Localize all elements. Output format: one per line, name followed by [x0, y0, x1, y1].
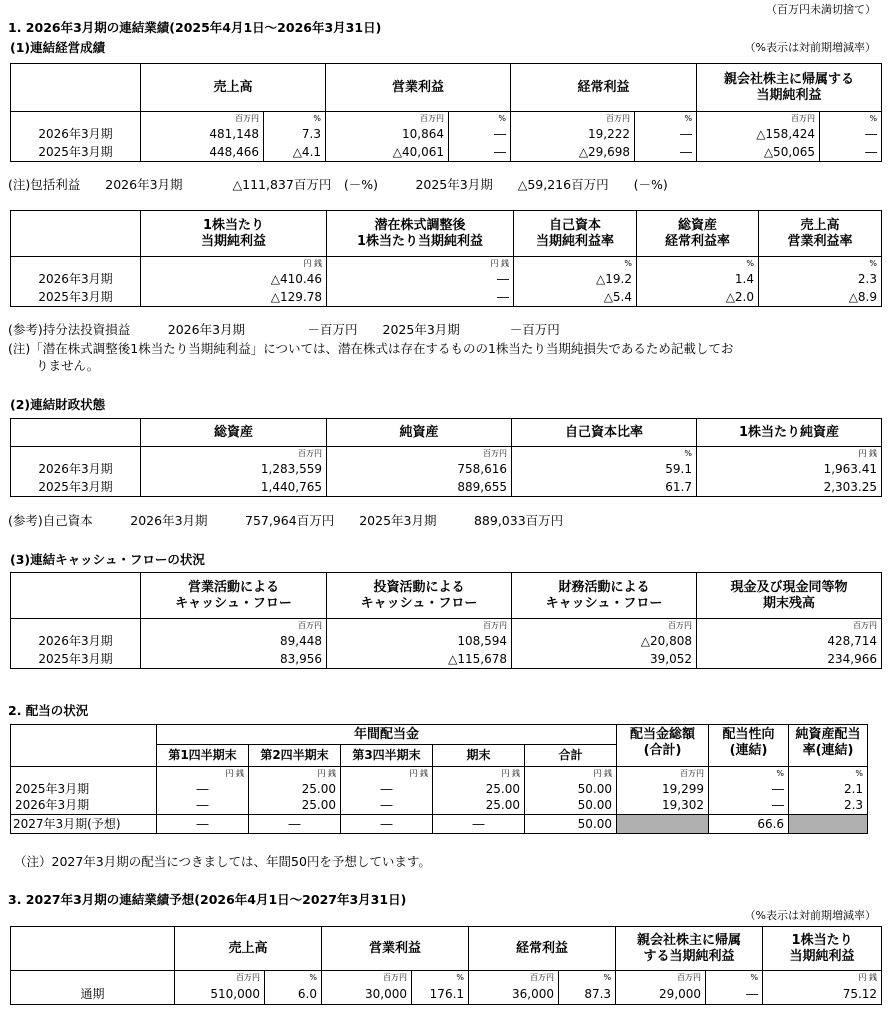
unit-label: %	[637, 257, 759, 271]
header-q3: 第3四半期末	[341, 745, 433, 767]
cell: △129.78	[141, 289, 327, 307]
unit-note: （百万円未満切捨て）	[766, 3, 876, 16]
per-share-table	[10, 210, 882, 307]
header-eps: 1株当たり 当期純利益	[763, 927, 882, 971]
row-label: 2025年3月期	[11, 651, 141, 669]
cash-flow-table	[10, 572, 882, 669]
header-q2: 第2四半期末	[249, 745, 341, 767]
row-label: 2025年3月期	[11, 289, 141, 307]
table-row	[11, 633, 882, 651]
forecast-row	[11, 815, 868, 834]
cell: 36,000	[469, 985, 559, 1005]
cell: 30,000	[322, 985, 412, 1005]
unit-label: 百万円	[326, 112, 449, 126]
cell: △115,678	[327, 651, 512, 669]
table-row	[11, 144, 882, 162]
cell: ―	[327, 289, 514, 307]
cell: 25.00	[249, 798, 341, 815]
header-sales: 売上高	[175, 927, 322, 971]
cell: △50,065	[697, 144, 820, 162]
unit-label: %	[820, 112, 882, 126]
cell: ―	[341, 798, 433, 815]
cell: ―	[341, 815, 433, 834]
unit-label: 百万円	[697, 619, 882, 633]
row-label: 2025年3月期	[11, 781, 157, 798]
cell: 25.00	[433, 798, 525, 815]
row-label: 2025年3月期	[11, 144, 141, 162]
unit-label: 円 銭	[525, 767, 617, 781]
cell: 2,303.25	[697, 479, 882, 497]
cell: 176.1	[412, 985, 469, 1005]
cell: 50.00	[525, 781, 617, 798]
section2-sub: (2)連結財政状態	[10, 397, 106, 412]
table-row	[11, 289, 882, 307]
section1-sub: (1)連結経営成績	[10, 40, 106, 55]
cell: 75.12	[763, 985, 882, 1005]
cell: ―	[709, 798, 789, 815]
unit-label: 円 銭	[249, 767, 341, 781]
header-total: 合計	[525, 745, 617, 767]
section5-pct-note: （%表示は対前期増減率）	[744, 909, 876, 922]
header-roe: 自己資本 当期純利益率	[514, 211, 637, 257]
cell: 1,440,765	[141, 479, 327, 497]
header-diluted-eps: 潜在株式調整後 1株当たり当期純利益	[327, 211, 514, 257]
cell: ―	[635, 126, 697, 144]
cell: △410.46	[141, 271, 327, 289]
header-sales: 売上高	[141, 64, 326, 112]
cell: 25.00	[433, 781, 525, 798]
cell: 448,466	[141, 144, 264, 162]
unit-label: %	[709, 767, 789, 781]
unit-label: %	[559, 971, 616, 985]
row-label: 2026年3月期	[11, 798, 157, 815]
row-label: 2026年3月期	[11, 461, 141, 479]
cell: 50.00	[525, 798, 617, 815]
unit-label: 百万円	[327, 619, 512, 633]
header-year-end: 期末	[433, 745, 525, 767]
unit-label: 百万円	[141, 619, 327, 633]
shaded-cell	[617, 815, 709, 834]
header-operating-cf: 営業活動による キャッシュ・フロー	[141, 573, 327, 619]
table-row	[11, 461, 882, 479]
cell: ―	[820, 126, 882, 144]
unit-label: %	[449, 112, 511, 126]
unit-label: 円 銭	[433, 767, 525, 781]
section4-title: 2. 配当の状況	[8, 703, 89, 718]
cell: 83,956	[141, 651, 327, 669]
header-roa: 総資産 経常利益率	[637, 211, 759, 257]
header-cash-balance: 現金及び現金同等物 期末残高	[697, 573, 882, 619]
cell: △158,424	[697, 126, 820, 144]
table-row	[11, 781, 868, 798]
header-equity-ratio: 自己資本比率	[512, 419, 697, 447]
dividend-note: （注）2027年3月期の配当につきましては、年間50円を予想しています。	[14, 854, 431, 869]
unit-label: 百万円	[141, 112, 264, 126]
header-q1: 第1四半期末	[157, 745, 249, 767]
unit-label: 百万円	[327, 447, 512, 461]
cell: 1,283,559	[141, 461, 327, 479]
unit-label: 円 銭	[327, 257, 514, 271]
header-eps: 1株当たり 当期純利益	[141, 211, 327, 257]
header-ordinary-profit: 経常利益	[511, 64, 697, 112]
unit-label: 百万円	[616, 971, 706, 985]
table-row	[11, 985, 882, 1005]
table-row	[11, 651, 882, 669]
unit-label: %	[789, 767, 868, 781]
unit-label: %	[635, 112, 697, 126]
unit-label: 百万円	[175, 971, 265, 985]
cell: ―	[635, 144, 697, 162]
cell: △20,808	[512, 633, 697, 651]
cell: 2.1	[789, 781, 868, 798]
section5-title: 3. 2027年3月期の連結業績予想(2026年4月1日～2027年3月31日)	[8, 892, 407, 907]
header-operating-margin: 売上高 営業利益率	[759, 211, 882, 257]
unit-label: 百万円	[697, 112, 820, 126]
cell: 50.00	[525, 815, 617, 834]
header-ordinary-profit: 経常利益	[469, 927, 616, 971]
unit-label: 百万円	[617, 767, 709, 781]
financial-position-table	[10, 418, 882, 497]
unit-label: %	[265, 971, 322, 985]
row-label: 2027年3月期(予想)	[11, 815, 157, 834]
unit-label: 円 銭	[341, 767, 433, 781]
cell: ―	[449, 126, 511, 144]
cell: △8.9	[759, 289, 882, 307]
unit-label: 百万円	[322, 971, 412, 985]
row-label: 2026年3月期	[11, 633, 141, 651]
unit-label: 百万円	[511, 112, 635, 126]
header-operating-profit: 営業利益	[326, 64, 511, 112]
header-net-income: 親会社株主に帰属 する当期純利益	[616, 927, 763, 971]
cell: 428,714	[697, 633, 882, 651]
cell: 510,000	[175, 985, 265, 1005]
cell: 59.1	[512, 461, 697, 479]
cell: △5.4	[514, 289, 637, 307]
unit-label: 百万円	[141, 447, 327, 461]
header-net-income: 親会社株主に帰属する 当期純利益	[697, 64, 882, 112]
unit-label: %	[412, 971, 469, 985]
unit-label: %	[759, 257, 882, 271]
cell: ―	[249, 815, 341, 834]
cell: 29,000	[616, 985, 706, 1005]
cell: ―	[449, 144, 511, 162]
shaded-cell	[789, 815, 868, 834]
cell: 234,966	[697, 651, 882, 669]
header-investing-cf: 投資活動による キャッシュ・フロー	[327, 573, 512, 619]
operating-results-table	[10, 63, 882, 162]
table-row	[11, 798, 868, 815]
header-total-assets: 総資産	[141, 419, 327, 447]
header-operating-profit: 営業利益	[322, 927, 469, 971]
unit-label: %	[706, 971, 763, 985]
unit-label: %	[514, 257, 637, 271]
cell: ―	[157, 781, 249, 798]
cell: 19,222	[511, 126, 635, 144]
row-label: 2026年3月期	[11, 126, 141, 144]
row-label: 通期	[11, 985, 175, 1005]
cell: 889,655	[327, 479, 512, 497]
comprehensive-income-note: (注)包括利益 2026年3月期 △111,837百万円 (－%) 2025年3月期 △59,216百万円 (－%)	[8, 177, 668, 192]
cell: ―	[327, 271, 514, 289]
cell: 2.3	[759, 271, 882, 289]
header-annual-dividend: 年間配当金	[157, 725, 617, 745]
row-label: 2026年3月期	[11, 271, 141, 289]
cell: 89,448	[141, 633, 327, 651]
header-financing-cf: 財務活動による キャッシュ・フロー	[512, 573, 697, 619]
cell: 19,302	[617, 798, 709, 815]
table-row	[11, 479, 882, 497]
unit-label: %	[512, 447, 697, 461]
cell: ―	[706, 985, 763, 1005]
cell: 2.3	[789, 798, 868, 815]
cell: △4.1	[264, 144, 326, 162]
cell: ―	[157, 815, 249, 834]
cell: 758,616	[327, 461, 512, 479]
dividends-table	[10, 724, 868, 834]
cell: 10,864	[326, 126, 449, 144]
cell: 6.0	[265, 985, 322, 1005]
unit-label: 円 銭	[141, 257, 327, 271]
equity-ref-note: (参考)自己資本 2026年3月期 757,964百万円 2025年3月期 889,033百万円	[8, 513, 564, 528]
cell: 61.7	[512, 479, 697, 497]
unit-label: 百万円	[512, 619, 697, 633]
cell: ―	[820, 144, 882, 162]
diluted-eps-note: (注)「潜在株式調整後1株当たり当期純利益」については、潜在株式は存在するものの1株当たり当期純損失であるため記載してお	[8, 341, 734, 356]
cell: 39,052	[512, 651, 697, 669]
unit-label: %	[264, 112, 326, 126]
header-payout-ratio: 配当性向 (連結)	[709, 725, 789, 767]
header-net-assets: 純資産	[327, 419, 512, 447]
cell: △29,698	[511, 144, 635, 162]
section1-title: 1. 2026年3月期の連結業績(2025年4月1日～2026年3月31日)	[8, 20, 382, 35]
cell: 108,594	[327, 633, 512, 651]
cell: △2.0	[637, 289, 759, 307]
section3-sub: (3)連結キャッシュ・フローの状況	[10, 552, 205, 567]
cell: 1.4	[637, 271, 759, 289]
cell: 19,299	[617, 781, 709, 798]
header-blank	[11, 64, 141, 112]
equity-method-note: (参考)持分法投資損益 2026年3月期 －百万円 2025年3月期 －百万円	[8, 322, 560, 337]
cell: 1,963.41	[697, 461, 882, 479]
cell: 7.3	[264, 126, 326, 144]
row-label: 2025年3月期	[11, 479, 141, 497]
cell: ―	[433, 815, 525, 834]
section1-pct-note: （%表示は対前期増減率）	[744, 41, 876, 54]
cell: 25.00	[249, 781, 341, 798]
unit-label: 円 銭	[697, 447, 882, 461]
cell: ―	[709, 781, 789, 798]
header-doe: 純資産配当 率(連結)	[789, 725, 868, 767]
header-total-dividends: 配当金総額 (合計)	[617, 725, 709, 767]
header-bps: 1株当たり純資産	[697, 419, 882, 447]
cell: △19.2	[514, 271, 637, 289]
table-row	[11, 271, 882, 289]
unit-label: 円 銭	[763, 971, 882, 985]
unit-label: 円 銭	[157, 767, 249, 781]
cell: ―	[157, 798, 249, 815]
unit-label: 百万円	[469, 971, 559, 985]
diluted-eps-note-cont: りません。	[36, 358, 100, 373]
cell: 66.6	[709, 815, 789, 834]
forecast-table	[10, 926, 882, 1005]
cell: 87.3	[559, 985, 616, 1005]
cell: 481,148	[141, 126, 264, 144]
cell: △40,061	[326, 144, 449, 162]
cell: ―	[341, 781, 433, 798]
table-row	[11, 126, 882, 144]
